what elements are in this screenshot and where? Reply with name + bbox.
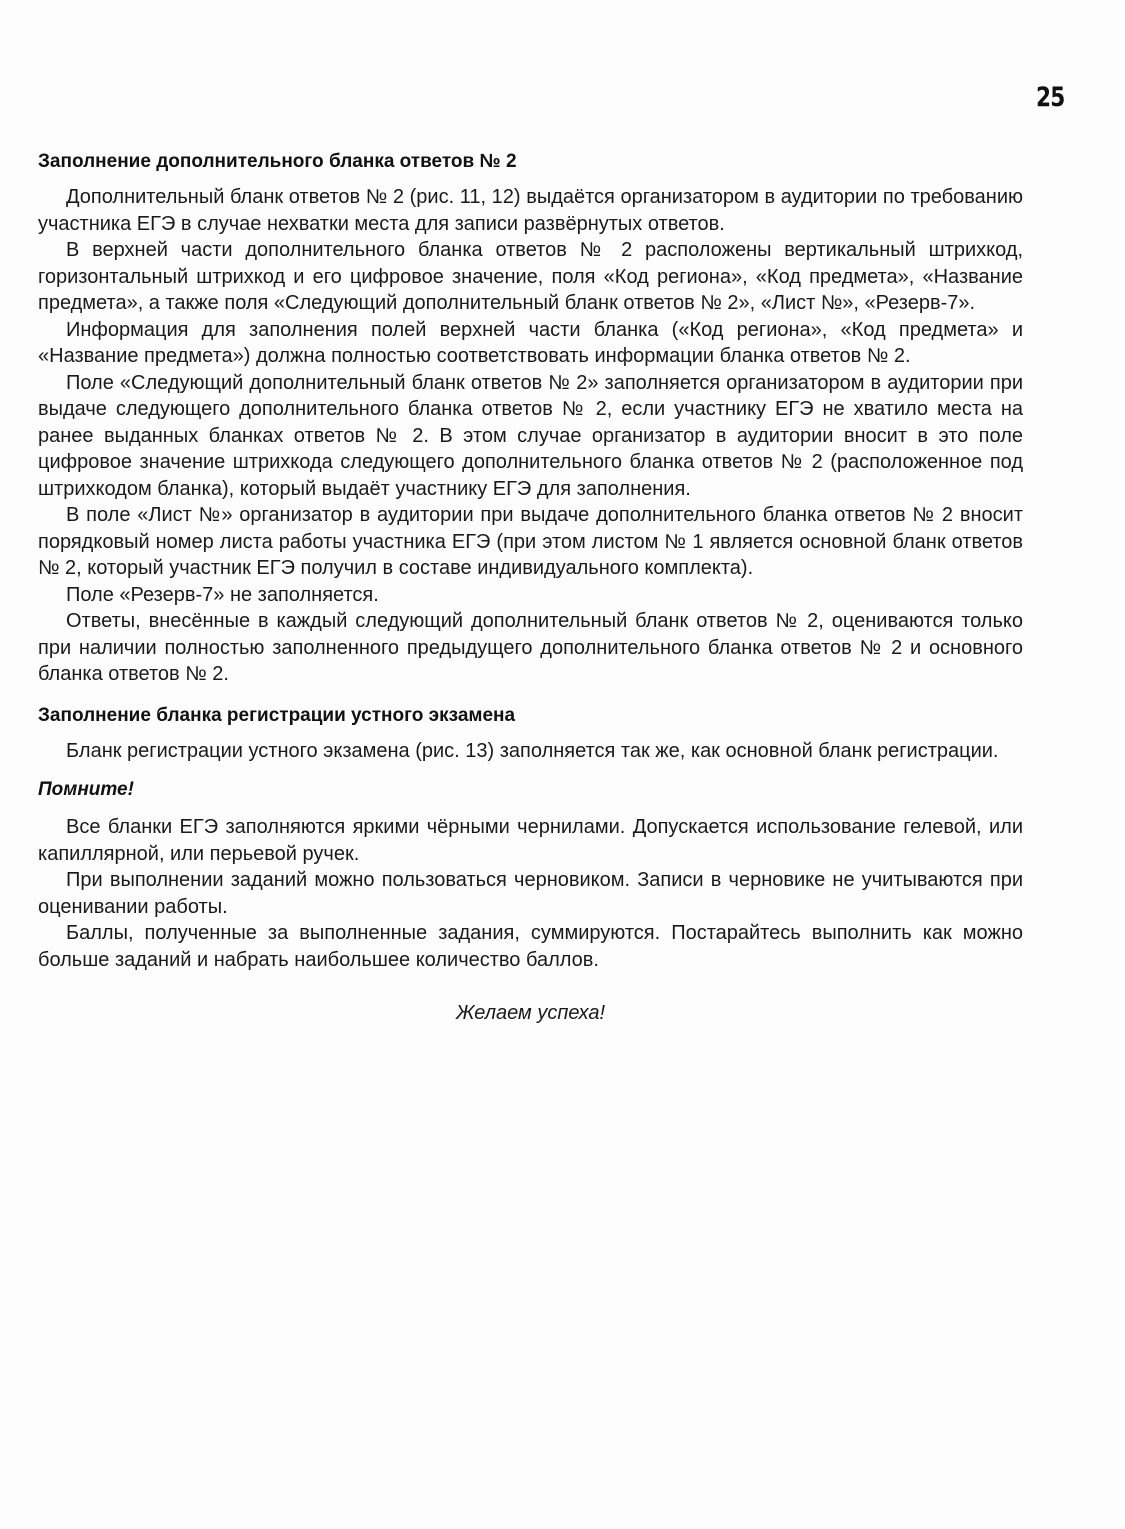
page-content (38, 148, 1023, 1027)
paragraph: Поле «Следующий дополнительный бланк ответов № 2» заполняется организатором в аудитории при выдаче следующего дополнительного бланка ответов № 2, если участнику ЕГЭ не хватило места на ранее выданных бланках ответов № 2. В этом случае организатор в аудитории вносит в это поле цифровое значение штрихкода следующего дополнительного бланка ответов № 2 (расположенное под штрихкодом бланка), который выдаёт участнику ЕГЭ для заполнения. (38, 371, 1023, 500)
spacer (38, 688, 1023, 702)
page-number: 25 (1036, 82, 1065, 113)
paragraph: Дополнительный бланк ответов № 2 (рис. 11, 12) выдаётся организатором в аудитории по требованию участника ЕГЭ в случае нехватки места для записи развёрнутых ответов. (38, 186, 1023, 235)
paragraph: Бланк регистрации устного экзамена (рис. 13) заполняется так же, как основной бланк регистрации. (66, 739, 999, 762)
paragraph: Ответы, внесённые в каждый следующий дополнительный бланк ответов № 2, оцениваются только при наличии полностью заполненного предыдущего дополнительного бланка ответов № 2 и основного бланка ответов № 2. (38, 610, 1023, 685)
paragraph: При выполнении заданий можно пользоваться черновиком. Записи в черновике не учитываются при оценивании работы. (38, 869, 1023, 918)
section-heading-oral-exam-registration: Заполнение бланка регистрации устного экзамена (38, 704, 516, 726)
paragraph: Информация для заполнения полей верхней части бланка («Код региона», «Код предмета» и «Название предмета») должна полностью соответствовать информации бланка ответов № 2. (38, 318, 1023, 367)
paragraph: В поле «Лист №» организатор в аудитории при выдаче дополнительного бланка ответов № 2 вносит порядковый номер листа работы участника ЕГЭ (при этом листом № 1 является основной бланк ответов № 2, который участник ЕГЭ получил в составе индивидуального комплекта). (38, 504, 1023, 579)
section-heading-additional-answer-sheet: Заполнение дополнительного бланка ответов № 2 (38, 151, 517, 172)
paragraph: Все бланки ЕГЭ заполняются яркими чёрными чернилами. Допускается использование гелевой, или капиллярной, или перьевой ручек. (38, 816, 1023, 865)
paragraph: Поле «Резерв-7» не заполняется. (66, 583, 379, 606)
remember-heading: Помните! (38, 779, 134, 800)
closing-wish: Желаем успеха! (455, 1002, 606, 1024)
paragraph: В верхней части дополнительного бланка ответов № 2 расположены вертикальный штрихкод, горизонтальный штрихкод и его цифровое значение, поля «Код региона», «Код предмета», «Название предмета», а также поля «Следующий дополнительный бланк ответов № 2», «Лист №», «Резерв-7». (38, 239, 1023, 314)
paragraph: Баллы, полученные за выполненные задания, суммируются. Постарайтесь выполнить как можно больше заданий и набрать наибольшее количество баллов. (38, 922, 1023, 971)
